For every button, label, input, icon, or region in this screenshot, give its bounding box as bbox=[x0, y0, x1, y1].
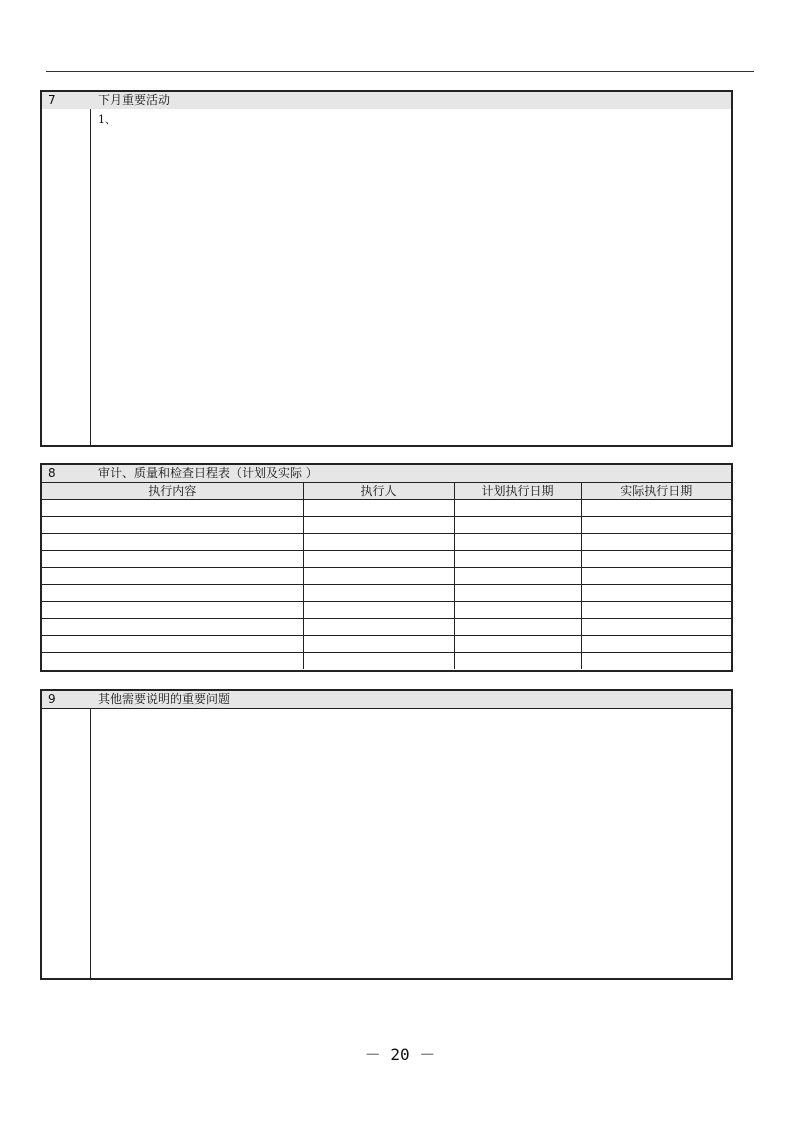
table-cell[interactable] bbox=[581, 585, 731, 602]
table-cell[interactable] bbox=[581, 636, 731, 653]
table-cell[interactable] bbox=[581, 551, 731, 568]
table-cell[interactable] bbox=[42, 636, 303, 653]
section-title: 下月重要活动 bbox=[98, 93, 171, 107]
table-cell[interactable] bbox=[303, 500, 454, 517]
table-cell[interactable] bbox=[581, 653, 731, 670]
section-next-month-activities bbox=[40, 90, 733, 447]
table-cell[interactable] bbox=[303, 619, 454, 636]
table-cell[interactable] bbox=[454, 551, 581, 568]
section-number: 7 bbox=[48, 93, 56, 107]
table-cell[interactable] bbox=[303, 653, 454, 670]
table-cell[interactable] bbox=[454, 653, 581, 670]
table-cell[interactable] bbox=[581, 602, 731, 619]
column-header-planned-date: 计划执行日期 bbox=[454, 483, 581, 500]
table-cell[interactable] bbox=[581, 500, 731, 517]
table-cell[interactable] bbox=[303, 517, 454, 534]
table-row bbox=[42, 568, 731, 585]
table-row bbox=[42, 619, 731, 636]
table-cell[interactable] bbox=[42, 653, 303, 670]
table-cell[interactable] bbox=[42, 517, 303, 534]
section-left-column bbox=[42, 109, 91, 445]
section-body[interactable] bbox=[42, 109, 731, 445]
table-row bbox=[42, 602, 731, 619]
section-header bbox=[42, 691, 731, 709]
table-cell[interactable] bbox=[454, 568, 581, 585]
table-row bbox=[42, 551, 731, 568]
section-title: 其他需要说明的重要问题 bbox=[98, 692, 231, 706]
table-header-row bbox=[42, 483, 731, 500]
table-cell[interactable] bbox=[303, 551, 454, 568]
column-header-content: 执行内容 bbox=[42, 483, 303, 500]
table-cell[interactable] bbox=[581, 568, 731, 585]
section-audit-schedule bbox=[40, 463, 733, 672]
table-cell[interactable] bbox=[581, 517, 731, 534]
table-cell[interactable] bbox=[42, 619, 303, 636]
table-cell[interactable] bbox=[454, 517, 581, 534]
table-cell[interactable] bbox=[303, 585, 454, 602]
page-number: － 20 － bbox=[364, 1045, 436, 1064]
table-cell[interactable] bbox=[454, 602, 581, 619]
table-cell[interactable] bbox=[581, 534, 731, 551]
section-body[interactable] bbox=[42, 709, 731, 978]
table-cell[interactable] bbox=[42, 585, 303, 602]
section-left-column bbox=[42, 709, 91, 978]
table-cell[interactable] bbox=[303, 534, 454, 551]
header-rule bbox=[46, 71, 754, 72]
section-content-text[interactable]: 1、 bbox=[98, 113, 116, 126]
table-row bbox=[42, 500, 731, 517]
table-cell[interactable] bbox=[454, 636, 581, 653]
table-row bbox=[42, 517, 731, 534]
schedule-table bbox=[42, 483, 731, 669]
table-cell[interactable] bbox=[303, 568, 454, 585]
section-header bbox=[42, 92, 731, 109]
table-cell[interactable] bbox=[303, 602, 454, 619]
section-header bbox=[42, 465, 731, 483]
table-cell[interactable] bbox=[303, 636, 454, 653]
schedule-table-body bbox=[42, 500, 731, 670]
table-cell[interactable] bbox=[581, 619, 731, 636]
section-title: 审计、质量和检查日程表（计划及实际 ） bbox=[98, 466, 318, 480]
section-other-issues bbox=[40, 689, 733, 980]
table-cell[interactable] bbox=[454, 585, 581, 602]
table-cell[interactable] bbox=[454, 500, 581, 517]
table-cell[interactable] bbox=[454, 619, 581, 636]
section-number: 8 bbox=[48, 466, 56, 480]
table-cell[interactable] bbox=[42, 500, 303, 517]
table-cell[interactable] bbox=[42, 602, 303, 619]
table-row bbox=[42, 653, 731, 670]
table-cell[interactable] bbox=[454, 534, 581, 551]
column-header-executor: 执行人 bbox=[303, 483, 454, 500]
table-cell[interactable] bbox=[42, 568, 303, 585]
table-row bbox=[42, 534, 731, 551]
table-cell[interactable] bbox=[42, 551, 303, 568]
section-number: 9 bbox=[48, 692, 56, 706]
column-header-actual-date: 实际执行日期 bbox=[581, 483, 731, 500]
table-row bbox=[42, 585, 731, 602]
table-cell[interactable] bbox=[42, 534, 303, 551]
table-row bbox=[42, 636, 731, 653]
